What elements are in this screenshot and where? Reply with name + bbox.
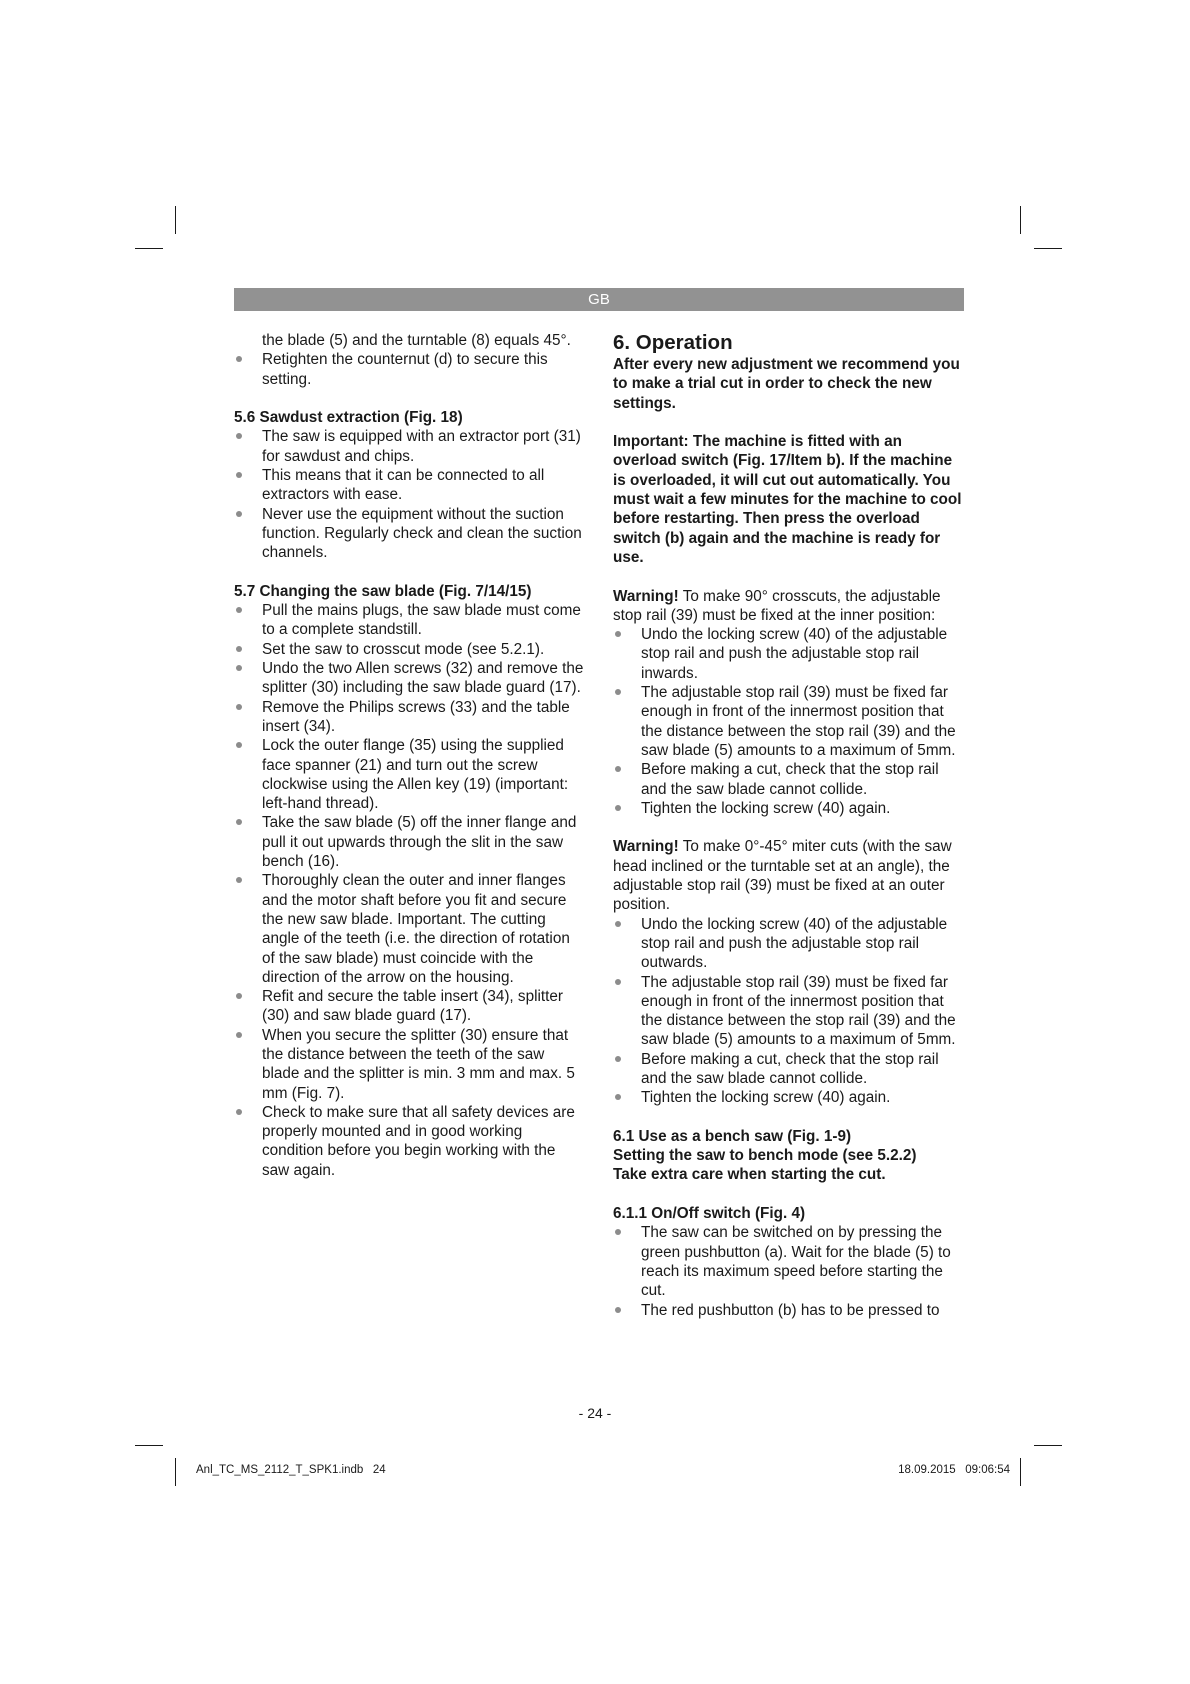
list-item: The saw is equipped with an extractor port (31) for sawdust and chips. — [234, 427, 584, 466]
list-item: This means that it can be connected to all extractors with ease. — [234, 466, 584, 505]
warning-text: To make 0°-45° miter cuts (with the saw head inclined or the turntable set at an angle), the adjustable stop rail (39) must be fixed at an outer position. — [613, 838, 952, 914]
list-item: Set the saw to crosscut mode (see 5.2.1). — [234, 640, 584, 659]
list-item: Check to make sure that all safety devices are properly mounted and in good working condition before you begin working with the saw again. — [234, 1103, 584, 1180]
crop-mark-top-right-horizontal — [1034, 248, 1062, 249]
crop-mark-top-left-vertical — [175, 206, 176, 234]
list-item: Undo the two Allen screws (32) and remove the splitter (30) including the saw blade guard (17). — [234, 659, 584, 698]
list-item: Retighten the counternut (d) to secure this setting. — [234, 350, 584, 389]
intro-bullet-list — [234, 350, 584, 389]
list-item: Tighten the locking screw (40) again. — [613, 799, 965, 818]
list-item: Undo the locking screw (40) of the adjustable stop rail and push the adjustable stop rail inwards. — [613, 625, 965, 683]
trial-cut-note: After every new adjustment we recommend you to make a trial cut in order to check the new settings. — [613, 356, 960, 412]
language-header-bar: GB — [234, 288, 964, 311]
footer-file-name: Anl_TC_MS_2112_T_SPK1.indb 24 — [196, 1464, 386, 1476]
page-number: - 24 - — [578, 1405, 612, 1421]
crop-mark-top-left-horizontal — [135, 248, 163, 249]
crop-mark-top-right-vertical — [1020, 206, 1021, 234]
crop-mark-bottom-right-vertical — [1020, 1458, 1021, 1486]
intro-continuation-text: the blade (5) and the turntable (8) equals 45°. — [262, 332, 571, 349]
list-item: Thoroughly clean the outer and inner flanges and the motor shaft before you fit and secure the new saw blade. Important. The cutting angle of the teeth (i.e. the direction of rotation of the saw blade) must coincide with the direction of the arrow on the housing. — [234, 871, 584, 987]
blade-change-bullet-list — [234, 601, 584, 1180]
section-heading-6-1-1: 6.1.1 On/Off switch (Fig. 4) — [613, 1205, 806, 1223]
list-item: Lock the outer flange (35) using the supplied face spanner (21) and turn out the screw clockwise using the Allen key (19) (important: left-hand thread). — [234, 736, 584, 813]
sawdust-bullet-list — [234, 427, 584, 562]
list-item: The red pushbutton (b) has to be pressed to — [613, 1301, 965, 1320]
list-item: The adjustable stop rail (39) must be fixed far enough in front of the innermost position that the distance between the stop rail (39) and the saw blade (5) amounts to a maximum of 5mm. — [613, 973, 965, 1050]
list-item: Pull the mains plugs, the saw blade must come to a complete standstill. — [234, 601, 584, 640]
list-item: Before making a cut, check that the stop rail and the saw blade cannot collide. — [613, 1050, 965, 1089]
list-item: The adjustable stop rail (39) must be fixed far enough in front of the innermost position that the distance between the stop rail (39) and the saw blade (5) amounts to a maximum of 5mm. — [613, 683, 965, 760]
crop-mark-bottom-left-vertical — [175, 1458, 176, 1486]
list-item: When you secure the splitter (30) ensure that the distance between the teeth of the saw blade and the splitter is min. 3 mm and max. 5 mm (Fig. 7). — [234, 1026, 584, 1103]
warning-label: Warning! — [613, 587, 679, 605]
warning-label: Warning! — [613, 838, 679, 856]
miter-bullet-list — [613, 915, 965, 1108]
warning-crosscut-paragraph — [613, 587, 965, 626]
list-item: Before making a cut, check that the stop rail and the saw blade cannot collide. — [613, 760, 965, 799]
list-item: Tighten the locking screw (40) again. — [613, 1088, 965, 1107]
on-off-switch-bullet-list — [613, 1223, 965, 1319]
list-item: Take the saw blade (5) off the inner flange and pull it out upwards through the slit in the saw bench (16). — [234, 813, 584, 871]
list-item: Never use the equipment without the suction function. Regularly check and clean the suction channels. — [234, 505, 584, 563]
section-subheading-bench-mode: Setting the saw to bench mode (see 5.2.2) — [613, 1147, 917, 1165]
section-subheading-extra-care: Take extra care when starting the cut. — [613, 1166, 886, 1184]
list-item: Undo the locking screw (40) of the adjustable stop rail and push the adjustable stop rail outwards. — [613, 915, 965, 973]
section-heading-6-1: 6.1 Use as a bench saw (Fig. 1-9) — [613, 1127, 852, 1145]
right-column — [613, 331, 965, 1320]
section-heading-5-7: 5.7 Changing the saw blade (Fig. 7/14/15) — [234, 582, 532, 600]
crop-mark-bottom-right-horizontal — [1034, 1445, 1062, 1446]
section-heading-6: 6. Operation — [613, 331, 733, 354]
overload-switch-note: Important: The machine is fitted with an overload switch (Fig. 17/Item b). If the machine is overloaded, it will cut out automatically. You must wait a few minutes for the machine to cool before restarting. Then press the overload switch (b) again and the machine is ready for use. — [613, 433, 962, 566]
list-item: Remove the Philips screws (33) and the table insert (34). — [234, 698, 584, 737]
warning-text: To make 90° crosscuts, the adjustable stop rail (39) must be fixed at the inner position: — [613, 587, 941, 624]
section-heading-5-6: 5.6 Sawdust extraction (Fig. 18) — [234, 409, 463, 427]
left-column — [234, 331, 584, 1180]
list-item: The saw can be switched on by pressing the green pushbutton (a). Wait for the blade (5) to reach its maximum speed before starting the cut. — [613, 1223, 965, 1300]
crop-mark-bottom-left-horizontal — [135, 1445, 163, 1446]
crosscut-bullet-list — [613, 625, 965, 818]
warning-miter-paragraph — [613, 837, 965, 914]
list-item: Refit and secure the table insert (34), splitter (30) and saw blade guard (17). — [234, 987, 584, 1026]
footer-timestamp: 18.09.2015 09:06:54 — [898, 1464, 1010, 1476]
